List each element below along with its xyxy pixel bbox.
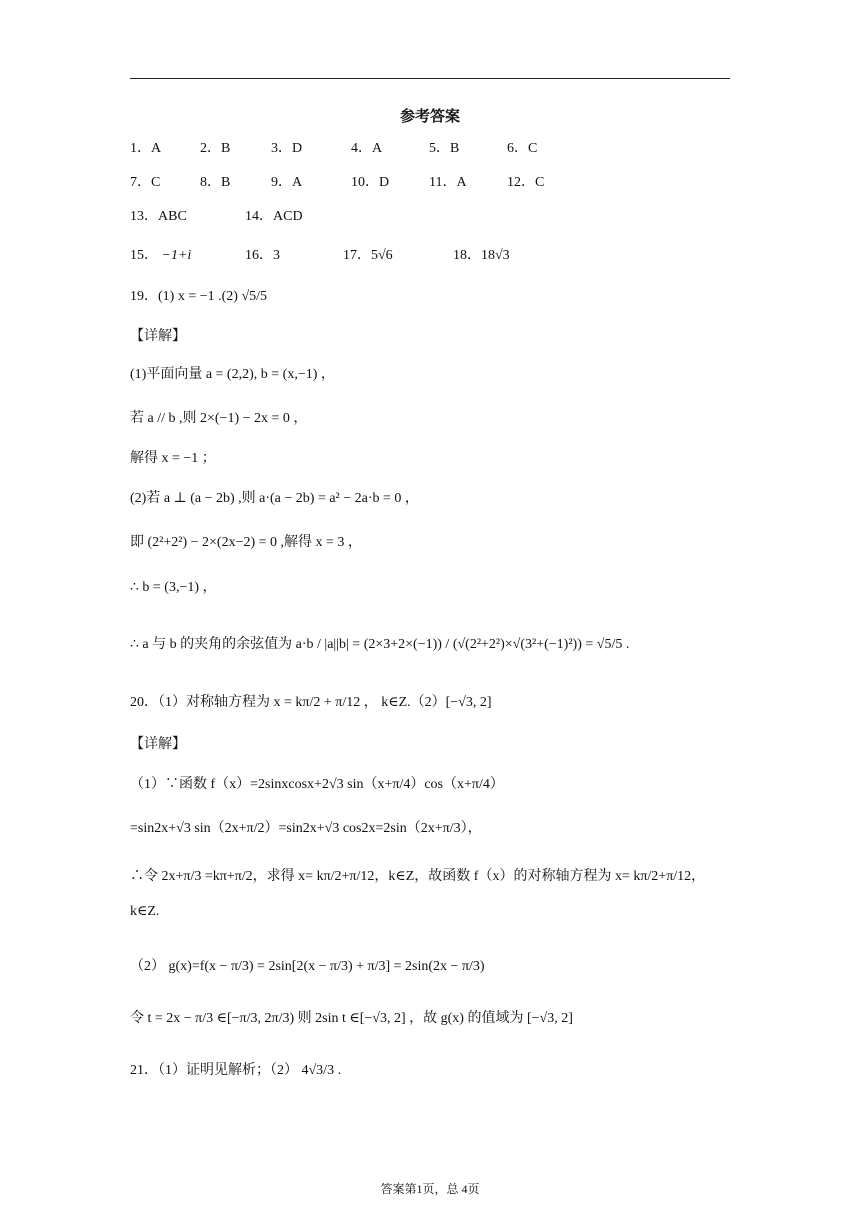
answer-12: 12．C: [507, 175, 545, 190]
q19-line-4: (2)若 a ⊥ (a − 2b) ,则 a·(a − 2b) = a² − 2a·b = 0 ，: [130, 491, 419, 506]
answer-3: 3．D: [271, 141, 303, 156]
answer-1: 1．A: [130, 141, 162, 156]
answer-7: 7．C: [130, 175, 161, 190]
q20-line-5: （2） g(x)=f(x − π/3) = 2sin[2(x − π/3) + π/3] = 2sin(2x − π/3): [130, 959, 485, 974]
answer-11: 11．A: [429, 175, 467, 190]
q19-line-6: ∴ b = (3,−1) ，: [130, 580, 217, 595]
answer-10: 10．D: [351, 175, 390, 190]
q20-detail-label: 【详解】: [130, 737, 186, 752]
q19-line-7: ∴ a 与 b 的夹角的余弦值为 a·b / |a||b| = (2×3+2×(−1)) / (√(2²+2²)×√(3²+(−1)²)) = √5/5 .: [130, 637, 630, 652]
q20-header: 20．（1）对称轴方程为 x = kπ/2 + π/12 ， k∈Z.（2）[−√3, 2]: [130, 695, 492, 710]
q19-line-2: 若 a // b ,则 2×(−1) − 2x = 0 ，: [130, 411, 308, 426]
q20-line-2: =sin2x+√3 sin（2x+π/2）=sin2x+√3 cos2x=2sin（2x+π/3），: [130, 821, 482, 836]
answer-4: 4．A: [351, 141, 383, 156]
answer-5: 5．B: [429, 141, 460, 156]
q19-header: 19．(1) x = −1 .(2) √5/5: [130, 289, 268, 304]
answer-16: 16．3: [245, 248, 280, 263]
header-rule: [130, 78, 730, 79]
answer-6: 6．C: [507, 141, 538, 156]
q21-header: 21．（1）证明见解析；（2） 4√3/3 .: [130, 1063, 342, 1078]
q19-line-5: 即 (2²+2²) − 2×(2x−2) = 0 ,解得 x = 3 ，: [130, 535, 362, 550]
page-footer: 答案第1页，总 4页: [380, 1182, 480, 1196]
q20-line-3: ∴令 2x+π/3 =kπ+π/2，求得 x= kπ/2+π/12，k∈Z，故函数 f（x）的对称轴方程为 x= kπ/2+π/12，: [130, 869, 706, 884]
q20-line-1: （1）∵函数 f（x）=2sinxcosx+2√3 sin（x+π/4）cos（x+π/4）: [130, 777, 504, 792]
q19-line-3: 解得 x = −1 ；: [130, 451, 216, 466]
page-title: 参考答案: [399, 109, 460, 125]
answer-14: 14．ACD: [245, 209, 303, 224]
answer-13: 13．ABC: [130, 209, 187, 224]
answer-15: 15． −1+i: [130, 248, 192, 263]
answer-18: 18．18√3: [453, 248, 510, 263]
q19-detail-label: 【详解】: [130, 329, 186, 344]
q19-line-1: (1)平面向量 a = (2,2), b = (x,−1) ，: [130, 367, 335, 382]
answer-17: 17．5√6: [343, 248, 393, 263]
q20-line-6: 令 t = 2x − π/3 ∈[−π/3, 2π/3) 则 2sin t ∈[−√3, 2] ，故 g(x) 的值域为 [−√3, 2]: [130, 1011, 573, 1026]
answer-8: 8．B: [200, 175, 231, 190]
q20-line-4: k∈Z.: [130, 904, 160, 919]
answer-9: 9．A: [271, 175, 303, 190]
answer-2: 2．B: [200, 141, 231, 156]
